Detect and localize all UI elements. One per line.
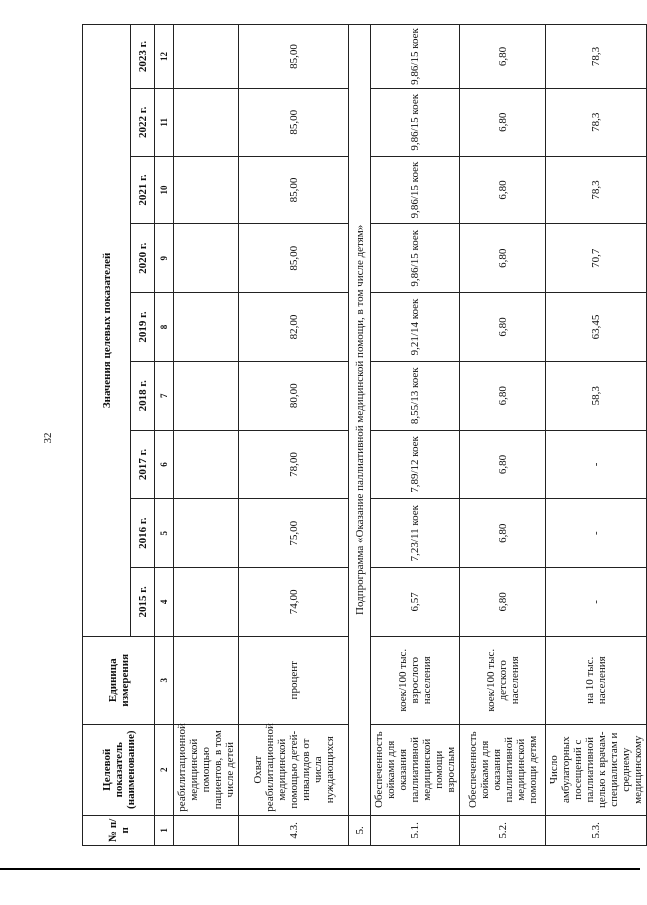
value-cell: - — [546, 430, 647, 499]
value-cell: 7,89/12 коек — [371, 430, 460, 499]
subprogram-row — [349, 25, 371, 846]
header-year: 2015 г. — [131, 568, 155, 637]
header-year: 2021 г. — [131, 156, 155, 224]
value-cell: 9,86/15 коек — [371, 88, 460, 156]
row-number: 4.3. — [239, 815, 349, 845]
value-cell — [174, 568, 239, 637]
value-cell: 9,86/15 коек — [371, 224, 460, 293]
value-cell: 9,21/14 коек — [371, 293, 460, 362]
target-indicators-table — [82, 24, 647, 846]
value-cell: 85,00 — [239, 156, 349, 224]
table-row — [239, 25, 349, 846]
value-cell: 74,00 — [239, 568, 349, 637]
indicator-name: Число амбулаторных посещений с паллиативной целью к врачам-специалистам и среднему медицинскому — [546, 724, 647, 815]
value-cell — [174, 156, 239, 224]
indicator-name: Обеспеченность койками для оказания паллиативной медицинской помощи детям — [460, 724, 546, 815]
header-unit: Единица измерения — [83, 636, 155, 724]
row-number: 5.3. — [546, 815, 647, 845]
table-row — [174, 25, 239, 846]
value-cell: 6,80 — [460, 293, 546, 362]
value-cell — [174, 430, 239, 499]
header-year: 2016 г. — [131, 499, 155, 568]
unit: коек/100 тыс. взрослого населения — [371, 636, 460, 724]
column-number: 11 — [155, 88, 174, 156]
page-number: 32 — [42, 432, 54, 444]
value-cell: 6,57 — [371, 568, 460, 637]
column-number: 7 — [155, 361, 174, 430]
value-cell: 9,86/15 коек — [371, 156, 460, 224]
value-cell: 8,55/13 коек — [371, 361, 460, 430]
value-cell — [174, 224, 239, 293]
row-number — [174, 815, 239, 845]
unit: на 10 тыс. населения — [546, 636, 647, 724]
table-row — [460, 25, 546, 846]
indicator-name: реабилитационной медицинской помощью пациентов, в том числе детей — [174, 724, 239, 815]
column-number: 10 — [155, 156, 174, 224]
value-cell: 6,80 — [460, 499, 546, 568]
column-number: 1 — [155, 815, 174, 845]
value-cell: 6,80 — [460, 156, 546, 224]
value-cell — [174, 88, 239, 156]
header-year: 2020 г. — [131, 224, 155, 293]
value-cell: 58,3 — [546, 361, 647, 430]
column-number: 2 — [155, 724, 174, 815]
value-cell: - — [546, 568, 647, 637]
header-indicator: Целевой показатель (наименование) — [83, 724, 155, 815]
value-cell — [174, 499, 239, 568]
rotated-table-container — [82, 24, 644, 846]
unit: коек/100 тыс. детского населения — [460, 636, 546, 724]
header-year: 2018 г. — [131, 361, 155, 430]
column-number: 3 — [155, 636, 174, 724]
value-cell — [174, 293, 239, 362]
value-cell: 80,00 — [239, 361, 349, 430]
header-year: 2023 г. — [131, 25, 155, 89]
page-bottom-rule — [0, 868, 640, 870]
table-row — [546, 25, 647, 846]
header-year: 2019 г. — [131, 293, 155, 362]
subprogram-title: Подпрограмма «Оказание паллиативной медицинской помощи, в том числе детям» — [349, 25, 371, 816]
value-cell: 75,00 — [239, 499, 349, 568]
value-cell: 6,80 — [460, 430, 546, 499]
row-number: 5. — [349, 815, 371, 845]
value-cell: 6,80 — [460, 88, 546, 156]
column-number: 9 — [155, 224, 174, 293]
value-cell — [174, 361, 239, 430]
value-cell: 6,80 — [460, 361, 546, 430]
column-number: 4 — [155, 568, 174, 637]
header-year: 2017 г. — [131, 430, 155, 499]
row-number: 5.1. — [371, 815, 460, 845]
row-number: 5.2. — [460, 815, 546, 845]
value-cell: - — [546, 499, 647, 568]
value-cell: 6,80 — [460, 568, 546, 637]
value-cell: 85,00 — [239, 224, 349, 293]
value-cell: 78,3 — [546, 156, 647, 224]
value-cell: 85,00 — [239, 25, 349, 89]
value-cell: 78,00 — [239, 430, 349, 499]
value-cell: 85,00 — [239, 88, 349, 156]
unit: процент — [239, 636, 349, 724]
value-cell: 6,80 — [460, 224, 546, 293]
value-cell: 78,3 — [546, 88, 647, 156]
value-cell: 70,7 — [546, 224, 647, 293]
column-number: 12 — [155, 25, 174, 89]
value-cell: 63,45 — [546, 293, 647, 362]
value-cell: 78,3 — [546, 25, 647, 89]
indicator-name: Обеспеченность койками для оказания паллиативной медицинской помощи взрослым — [371, 724, 460, 815]
value-cell: 7,23/11 коек — [371, 499, 460, 568]
column-number: 8 — [155, 293, 174, 362]
value-cell: 82,00 — [239, 293, 349, 362]
indicator-name: Охват реабилитационной медицинской помощью детей-инвалидов от числа нуждающихся — [239, 724, 349, 815]
value-cell: 9,86/15 коек — [371, 25, 460, 89]
table-row — [371, 25, 460, 846]
column-number: 5 — [155, 499, 174, 568]
value-cell: 6,80 — [460, 25, 546, 89]
value-cell — [174, 25, 239, 89]
header-no: № п/п — [83, 815, 155, 845]
unit — [174, 636, 239, 724]
column-number: 6 — [155, 430, 174, 499]
header-year: 2022 г. — [131, 88, 155, 156]
header-values-group: Значения целевых показателей — [83, 25, 131, 637]
